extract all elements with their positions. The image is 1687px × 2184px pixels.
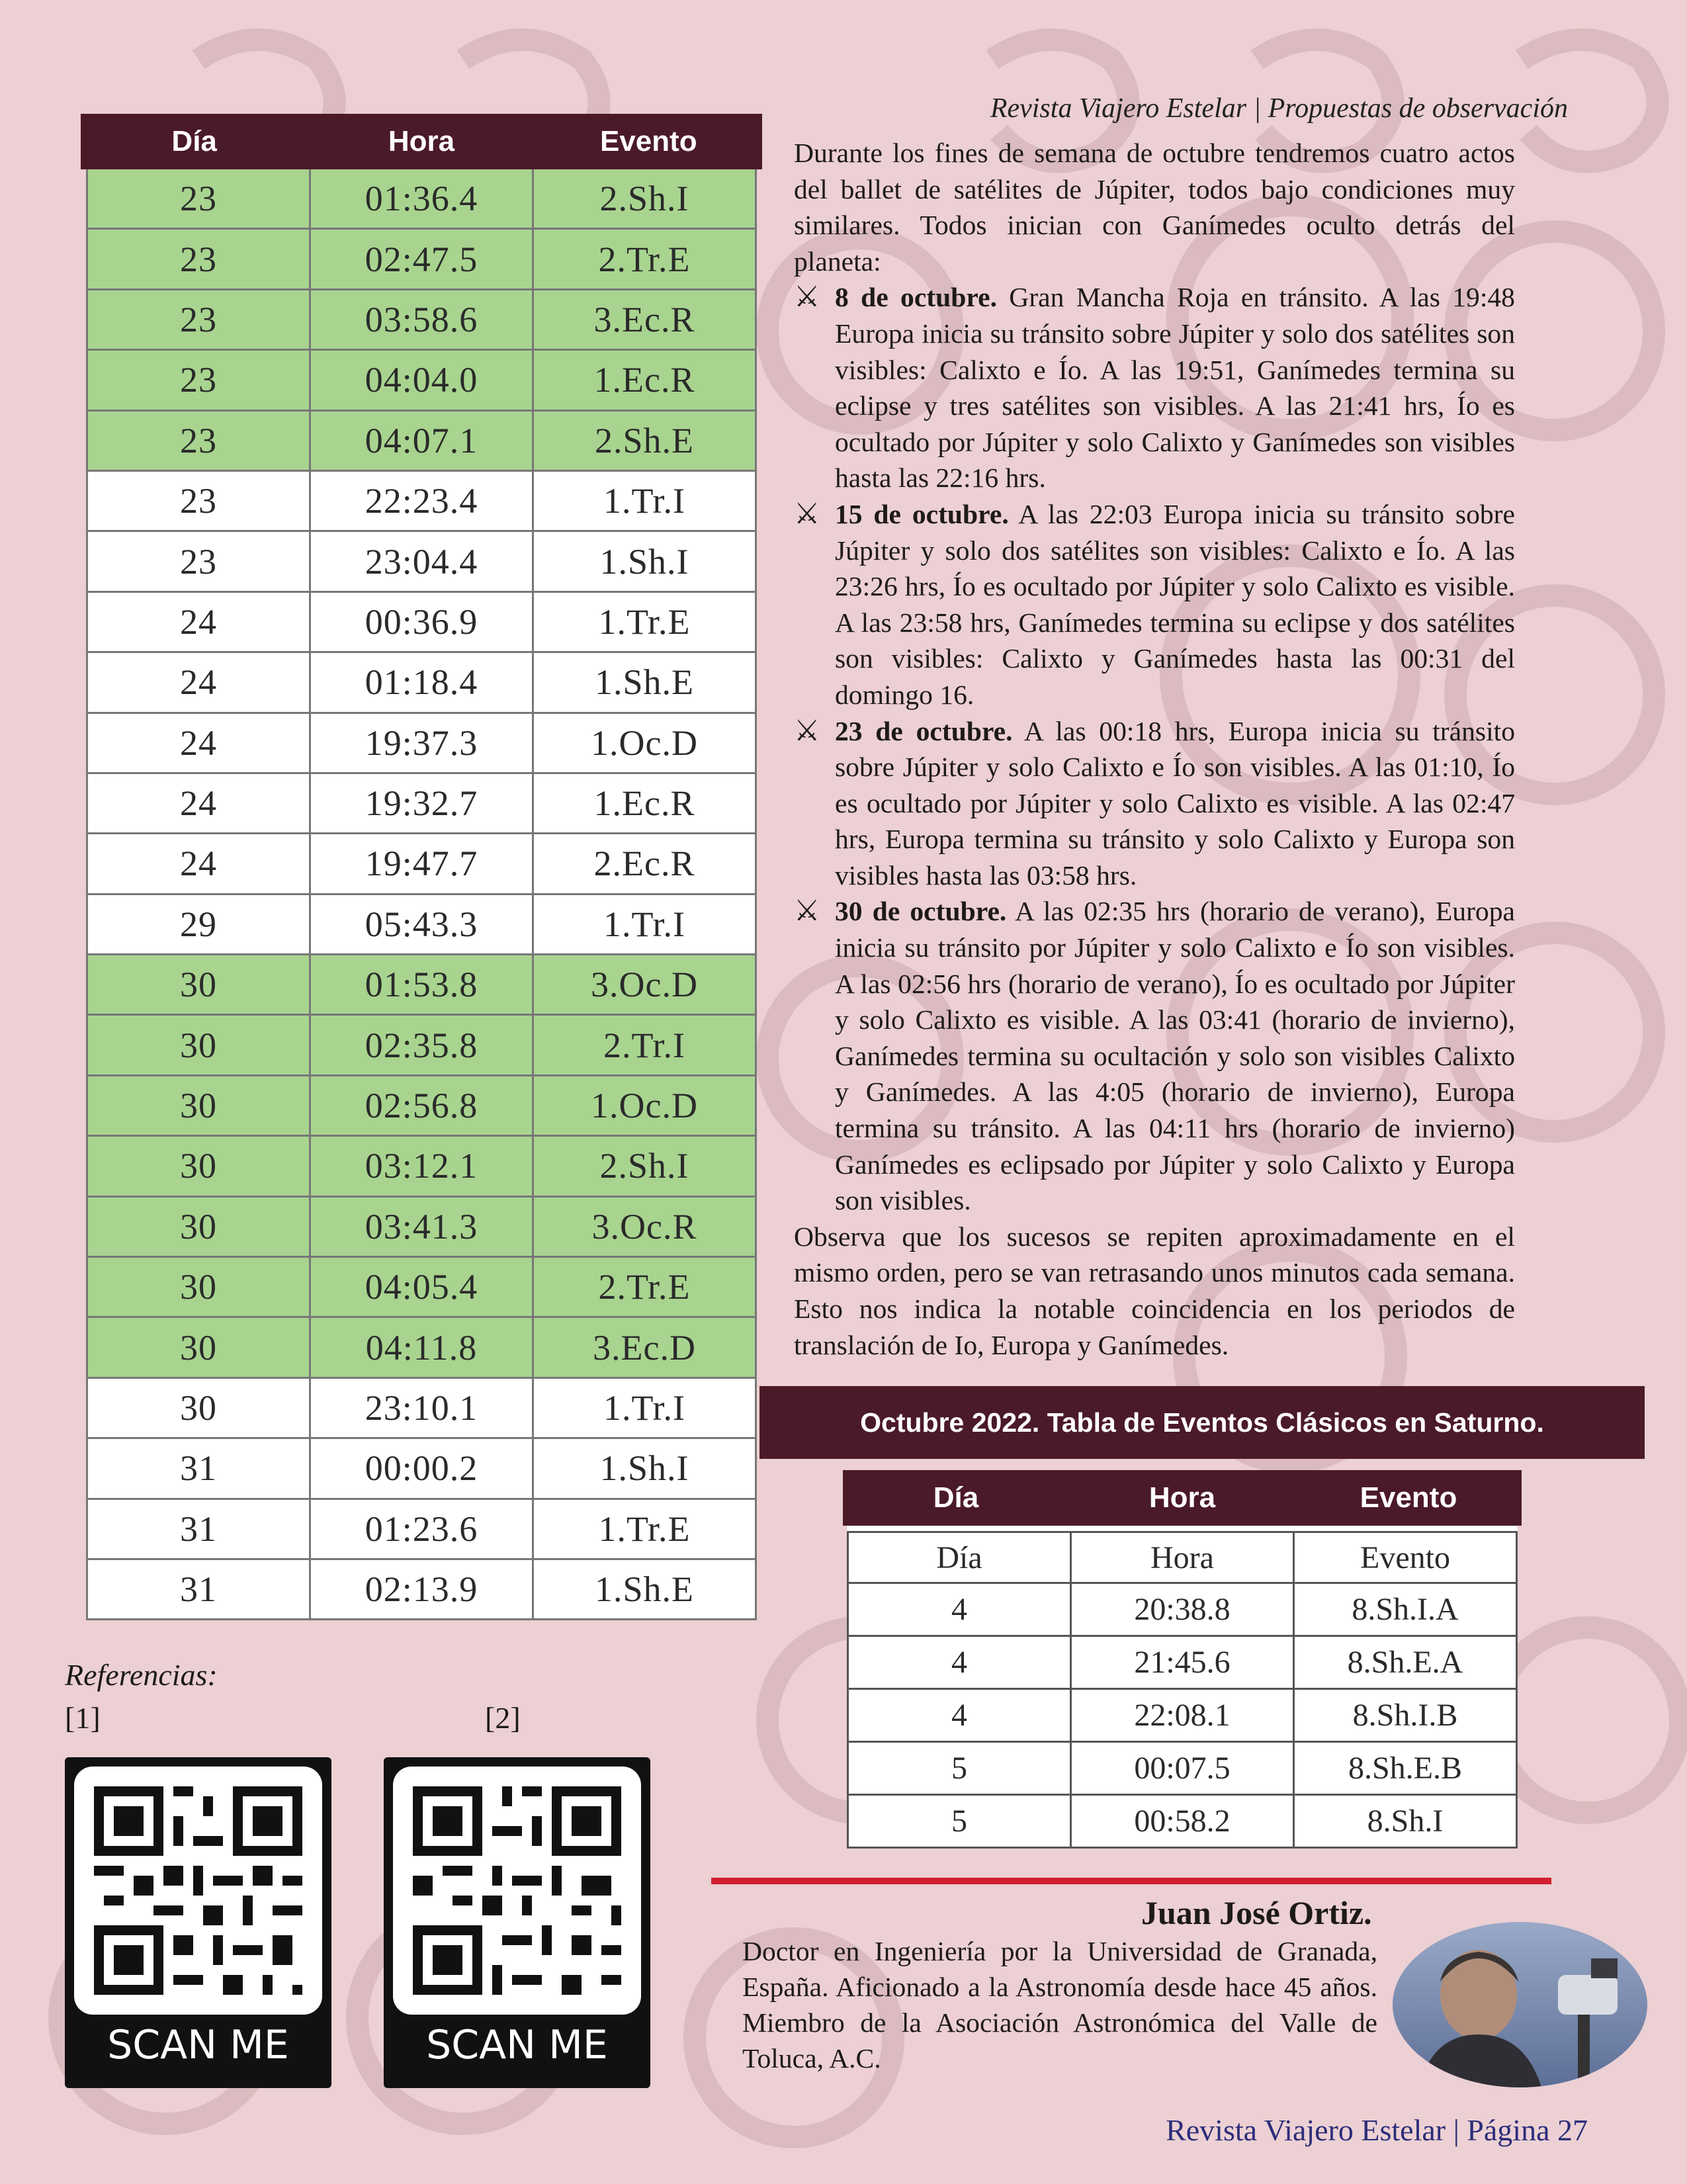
inner-header-row [847,1531,1518,1584]
cell-dia: 30 [88,1137,311,1195]
header-dia: Día [933,1481,979,1514]
cell-hora: 00:00.2 [311,1439,534,1497]
table-row [88,412,755,472]
cell-evento: 1.Ec.R [593,360,695,400]
cell-evento: 2.Tr.E [598,239,691,279]
cell-evento: 2.Sh.I [599,1146,689,1186]
cell-hora: 02:56.8 [311,1076,534,1135]
table-row [88,1258,755,1318]
author-bio: Doctor en Ingeniería por la Universidad de Granada, España. Aficionado a la Astronomía desde hace 45 años. Miembro de la Asociación Astronómica del Valle de Toluca, A.C. [742,1936,1377,2074]
divider-rule [711,1878,1551,1884]
cell-evento: 1.Tr.I [603,1388,686,1428]
inner-header-hora: Hora [1072,1533,1295,1582]
event-date: 8 de octubre. [835,282,997,313]
reference-2-label: [2] [485,1701,521,1735]
table-row [847,1796,1518,1849]
event-item [794,279,1515,496]
cell-dia: 30 [88,1379,311,1437]
cell-evento: 8.Sh.I.B [1352,1698,1458,1733]
header-hora: Hora [388,125,455,157]
table-row [88,895,755,955]
table-row [847,1743,1518,1796]
table-row [88,472,755,532]
crossed-swords-icon: ⚔ [794,714,820,747]
table-header [843,1470,1522,1526]
cell-evento: 8.Sh.E.B [1348,1751,1463,1786]
cell-evento: 2.Tr.I [603,1025,686,1065]
cell-dia: 23 [88,169,311,228]
table-row [88,351,755,411]
table-row [847,1584,1518,1637]
cell-dia: 23 [88,532,311,590]
jupiter-events-table [81,114,762,1620]
header-dia: Día [171,125,217,157]
cell-evento: 1.Sh.I [599,1448,689,1489]
cell-dia: 24 [88,774,311,832]
cell-hora: 03:41.3 [311,1198,534,1256]
table-row [88,1137,755,1197]
cell-evento: 1.Tr.I [603,904,686,944]
table-row [88,714,755,774]
cell-dia: 24 [88,714,311,772]
header-evento: Evento [599,125,697,157]
crossed-swords-icon: ⚔ [794,895,820,928]
cell-hora: 00:07.5 [1072,1743,1295,1794]
cell-evento: 1.Oc.D [591,722,698,763]
cell-evento: 1.Sh.E [594,1569,695,1610]
cell-hora: 03:12.1 [311,1137,534,1195]
cell-hora: 05:43.3 [311,895,534,953]
cell-hora: 01:36.4 [311,169,534,228]
author-photo [1393,1922,1647,2087]
cell-dia: 24 [88,834,311,893]
cell-evento: 8.Sh.I [1367,1804,1444,1839]
crossed-swords-icon: ⚔ [794,281,820,314]
cell-hora: 22:08.1 [1072,1690,1295,1741]
cell-dia: 23 [88,412,311,470]
cell-hora: 00:58.2 [1072,1796,1295,1847]
article-intro: Durante los fines de semana de octubre tendremos cuatro actos del ballet de satélites de Júpiter, todos bajo condiciones muy similares. Todos inician con Ganímedes oculto detrás del planeta: [794,138,1515,277]
cell-hora: 19:47.7 [311,834,534,893]
running-head: Revista Viajero Estelar | Propuestas de observación [990,93,1568,124]
cell-dia: 23 [88,472,311,530]
table-body [847,1584,1518,1849]
inner-header-dia: Día [849,1533,1072,1582]
cell-dia: 4 [849,1637,1072,1688]
cell-dia: 24 [88,593,311,651]
event-list [794,279,1515,1218]
cell-hora: 04:11.8 [311,1318,534,1376]
article-outro: Observa que los sucesos se repiten aproximadamente en el mismo orden, pero se van retrasando unos minutos cada semana. Esto nos indica la notable coincidencia en los periodos de translación de Io, Europa y Ganímedes. [794,1221,1515,1360]
table-row [88,532,755,592]
header-hora: Hora [1148,1481,1216,1514]
cell-evento: 3.Oc.R [591,1206,697,1246]
cell-dia: 30 [88,1258,311,1316]
header-evento: Evento [1360,1481,1457,1514]
cell-dia: 4 [849,1690,1072,1741]
cell-dia: 30 [88,1198,311,1256]
cell-dia: 30 [88,1016,311,1074]
cell-dia: 29 [88,895,311,953]
table-row [88,774,755,834]
saturn-table-banner: Octubre 2022. Tabla de Eventos Clásicos en Saturno. [759,1386,1645,1459]
cell-evento: 3.Ec.R [593,299,695,339]
saturn-events-table [843,1470,1522,1849]
table-row [88,1198,755,1258]
cell-dia: 4 [849,1584,1072,1635]
table-row [88,1560,755,1620]
cell-evento: 1.Ec.R [593,783,695,824]
table-row [847,1637,1518,1690]
cell-hora: 02:47.5 [311,230,534,288]
table-row [88,834,755,895]
cell-dia: 31 [88,1439,311,1497]
table-row [88,1318,755,1378]
event-text: Gran Mancha Roja en tránsito. A las 19:48 Europa inicia su tránsito sobre Júpiter y solo dos satélites son visibles: Calixto e Ío. A las 19:51, Ganímedes termina su eclipse y tres satélites son visibles. A las 21:41 hrs, Ío es ocultado por Júpiter y solo Calixto y Ganímedes son visibles hasta las 22:16 hrs. [835,282,1515,494]
cell-dia: 5 [849,1796,1072,1847]
cell-dia: 23 [88,230,311,288]
cell-hora: 00:36.9 [311,593,534,651]
page-footer: Revista Viajero Estelar | Página 27 [1166,2113,1588,2147]
saturn-table-image [847,1526,1518,1849]
article-body [794,135,1515,1363]
cell-evento: 8.Sh.E.A [1347,1645,1463,1680]
event-date: 30 de octubre. [835,896,1007,927]
cell-hora: 01:23.6 [311,1500,534,1558]
table-row [88,955,755,1016]
qr-code-icon [393,1767,641,2015]
table-header [81,114,762,169]
cell-hora: 04:07.1 [311,412,534,470]
event-date: 23 de octubre. [835,715,1013,746]
cell-dia: 23 [88,290,311,349]
crossed-swords-icon: ⚔ [794,497,820,530]
table-row [88,1076,755,1137]
cell-dia: 23 [88,351,311,409]
qr-code-1[interactable] [65,1757,331,2088]
cell-evento: 3.Ec.D [593,1327,696,1368]
table-row [88,290,755,351]
cell-dia: 30 [88,1318,311,1376]
author-name: Juan José Ortiz. [1141,1894,1372,1931]
table-row [88,1500,755,1560]
references-title: Referencias: [65,1658,218,1692]
table-row [88,653,755,713]
cell-hora: 02:35.8 [311,1016,534,1074]
table-row [847,1690,1518,1743]
scan-me-label: SCAN ME [426,2022,608,2068]
cell-hora: 22:23.4 [311,472,534,530]
cell-hora: 04:05.4 [311,1258,534,1316]
cell-dia: 30 [88,1076,311,1135]
event-text: A las 22:03 Europa inicia su tránsito sobre Júpiter y solo dos satélites son visibles: Calixto e Ío. A las 23:26 hrs, Ío es ocultado por Júpiter y solo Calixto es visible. A las 23:58 hrs, Ganímedes termina su eclipse y dos satélites son visibles: Calixto y Ganímedes hasta las 00:31 del domingo 16. [835,498,1515,710]
cell-hora: 19:37.3 [311,714,534,772]
table-row [88,1379,755,1439]
cell-evento: 1.Sh.E [594,662,695,703]
cell-evento: 3.Oc.D [591,965,698,1005]
table-row [88,169,755,230]
table-row [88,230,755,290]
table-row [88,1016,755,1076]
cell-evento: 2.Ec.R [593,844,695,884]
cell-hora: 21:45.6 [1072,1637,1295,1688]
event-date: 15 de octubre. [835,498,1009,529]
cell-dia: 30 [88,955,311,1014]
event-item [794,893,1515,1218]
qr-code-2[interactable] [384,1757,650,2088]
event-text: A las 02:35 hrs (horario de verano), Europa inicia su tránsito por Júpiter y solo Calixto e Ío son visibles. A las 02:56 hrs (horario de verano), Ío es ocultado por Júpiter y solo Calixto es visible. A las 03:41 (horario de invierno), Ganímedes termina su ocultación y solo son visibles Calixto y Ganímedes. A las 4:05 (horario de invierno), Europa termina su tránsito. A las 04:11 hrs (horario de invierno) Ganímedes es eclipsado por Júpiter y solo Calixto y Europa son visibles. [835,896,1515,1216]
cell-hora: 23:10.1 [311,1379,534,1437]
cell-hora: 20:38.8 [1072,1584,1295,1635]
inner-header-evento: Evento [1360,1540,1450,1575]
cell-dia: 5 [849,1743,1072,1794]
cell-dia: 31 [88,1500,311,1558]
scan-me-label: SCAN ME [107,2022,289,2068]
event-text: A las 00:18 hrs, Europa inicia su tránsito sobre Júpiter y solo Calixto e Ío son visibles. A las 01:10, Ío es ocultado por Júpiter y solo Calixto es visible. A las 02:47 hrs, Europa termina su tránsito y solo Calixto y Europa son visibles hasta las 03:58 hrs. [835,715,1515,891]
table-row [88,1439,755,1499]
cell-evento: 1.Oc.D [591,1086,698,1126]
qr-code-icon [74,1767,322,2015]
cell-evento: 1.Tr.E [598,1508,691,1549]
table-body [86,169,757,1620]
cell-evento: 2.Sh.I [599,179,689,219]
table-row [88,593,755,653]
cell-evento: 1.Tr.E [598,601,691,642]
cell-hora: 02:13.9 [311,1560,534,1618]
cell-evento: 1.Tr.I [603,481,686,521]
event-item [794,713,1515,894]
cell-hora: 03:58.6 [311,290,534,349]
cell-evento: 2.Tr.E [598,1267,691,1307]
cell-dia: 31 [88,1560,311,1618]
cell-hora: 23:04.4 [311,532,534,590]
cell-hora: 04:04.0 [311,351,534,409]
event-item [794,496,1515,713]
cell-evento: 8.Sh.I.A [1352,1592,1459,1627]
cell-evento: 1.Sh.I [599,541,689,582]
cell-dia: 24 [88,653,311,711]
cell-hora: 01:18.4 [311,653,534,711]
cell-evento: 2.Sh.E [594,420,695,460]
cell-hora: 19:32.7 [311,774,534,832]
cell-hora: 01:53.8 [311,955,534,1014]
reference-1-label: [1] [65,1701,101,1735]
